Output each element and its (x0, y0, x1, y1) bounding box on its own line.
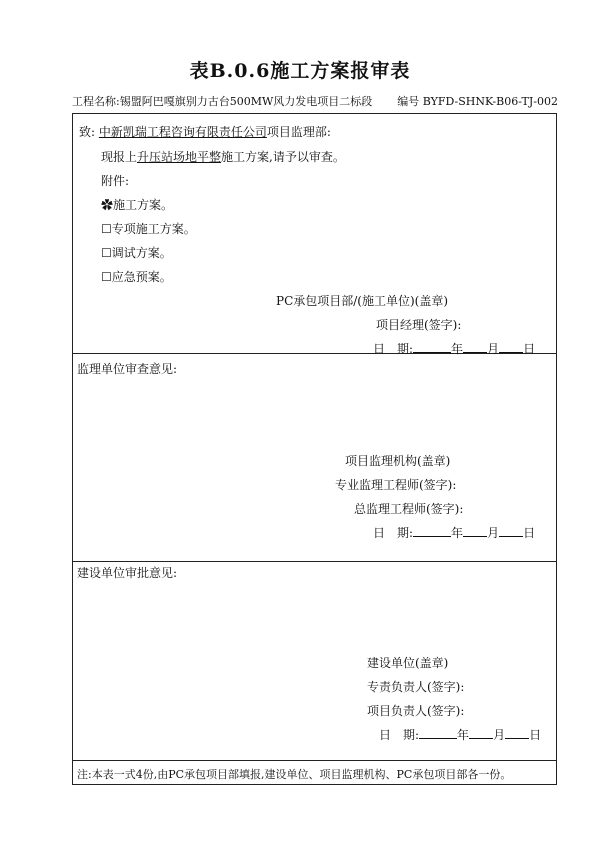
month-blank[interactable] (463, 526, 487, 537)
date-label: 日 期: (379, 728, 420, 742)
day-blank[interactable] (499, 526, 523, 537)
form-code: BYFD-SHNK-B06-TJ-002 (422, 95, 558, 108)
year-blank[interactable] (419, 728, 457, 739)
contractor-seal-label: PC承包项目部/(施工单位)(盖章) (276, 294, 449, 308)
to-label: 致: (79, 125, 96, 139)
dedicated-person-signature-label: 专责负责人(签字): (367, 680, 465, 694)
option-commissioning-scheme[interactable] (101, 244, 172, 261)
project-name-line (72, 93, 372, 109)
project-name: 锡盟阿巴嘎旗别力古台500MW风力发电项目二标段 (119, 95, 373, 108)
chief-engineer-signature-label: 总监理工程师(签字): (354, 502, 464, 516)
day-label: 日 (523, 526, 536, 540)
year-blank[interactable] (413, 526, 451, 537)
specialist-engineer-signature-label: 专业监理工程师(签字): (335, 478, 457, 492)
checkbox-icon: ☐ (101, 270, 112, 284)
submission-section (73, 114, 556, 354)
owner-approval-section (73, 562, 556, 761)
day-blank[interactable] (499, 342, 523, 353)
supervision-date-line (373, 524, 535, 541)
owner-opinion-heading: 建设单位审批意见: (77, 566, 178, 580)
supervision-company: 中新凯瑞工程咨询有限责任公司 (98, 125, 267, 139)
option-construction-scheme[interactable] (101, 196, 173, 213)
day-label: 日 (529, 728, 542, 742)
project-manager-signature-label: 项目经理(签字): (376, 318, 462, 332)
form-title: 表B.0.6施工方案报审表 (189, 60, 411, 82)
option-label: 调试方案。 (111, 246, 172, 260)
date-label: 日 期: (373, 526, 414, 540)
option-label: 专项施工方案。 (111, 222, 196, 236)
attachments-label: 附件: (101, 174, 130, 188)
addressee-line (79, 123, 331, 140)
submission-statement (101, 148, 345, 165)
month-blank[interactable] (469, 728, 493, 739)
checkbox-icon: ☐ (101, 246, 112, 260)
checked-mark-icon: ✿ (101, 198, 114, 212)
day-label: 日 (523, 342, 536, 356)
year-label: 年 (457, 728, 470, 742)
year-blank[interactable] (413, 342, 451, 353)
month-blank[interactable] (463, 342, 487, 353)
supervision-review-section (73, 354, 556, 562)
owner-seal-label: 建设单位(盖章) (367, 656, 449, 670)
option-emergency-plan[interactable] (101, 268, 172, 285)
option-label: 施工方案。 (113, 198, 174, 212)
month-label: 月 (493, 728, 506, 742)
footnote: 注:本表一式4份,由PC承包项目部填报,建设单位、项目监理机构、PC承包项目部各一份。 (77, 768, 512, 781)
year-label: 年 (451, 342, 464, 356)
option-label: 应急预案。 (111, 270, 172, 284)
statement-suffix: 施工方案,请予以审查。 (221, 150, 345, 164)
month-label: 月 (487, 342, 500, 356)
project-label: 工程名称: (72, 95, 120, 108)
project-leader-signature-label: 项目负责人(签字): (367, 704, 465, 718)
year-label: 年 (451, 526, 464, 540)
footnote-section (73, 761, 556, 785)
approval-date-line (379, 726, 541, 743)
scheme-subject: 升压站场地平整 (137, 150, 222, 164)
review-form-table (72, 113, 557, 785)
supervision-dept: 项目监理部: (266, 125, 331, 139)
month-label: 月 (487, 526, 500, 540)
date-label: 日 期: (373, 342, 414, 356)
day-blank[interactable] (505, 728, 529, 739)
form-code-line (397, 93, 558, 109)
option-special-scheme[interactable] (101, 220, 196, 237)
supervision-org-seal-label: 项目监理机构(盖章) (345, 454, 451, 468)
code-label: 编号 (397, 95, 420, 108)
supervision-opinion-heading: 监理单位审查意见: (77, 362, 178, 376)
checkbox-icon: ☐ (101, 222, 112, 236)
statement-prefix: 现报上 (101, 150, 138, 164)
